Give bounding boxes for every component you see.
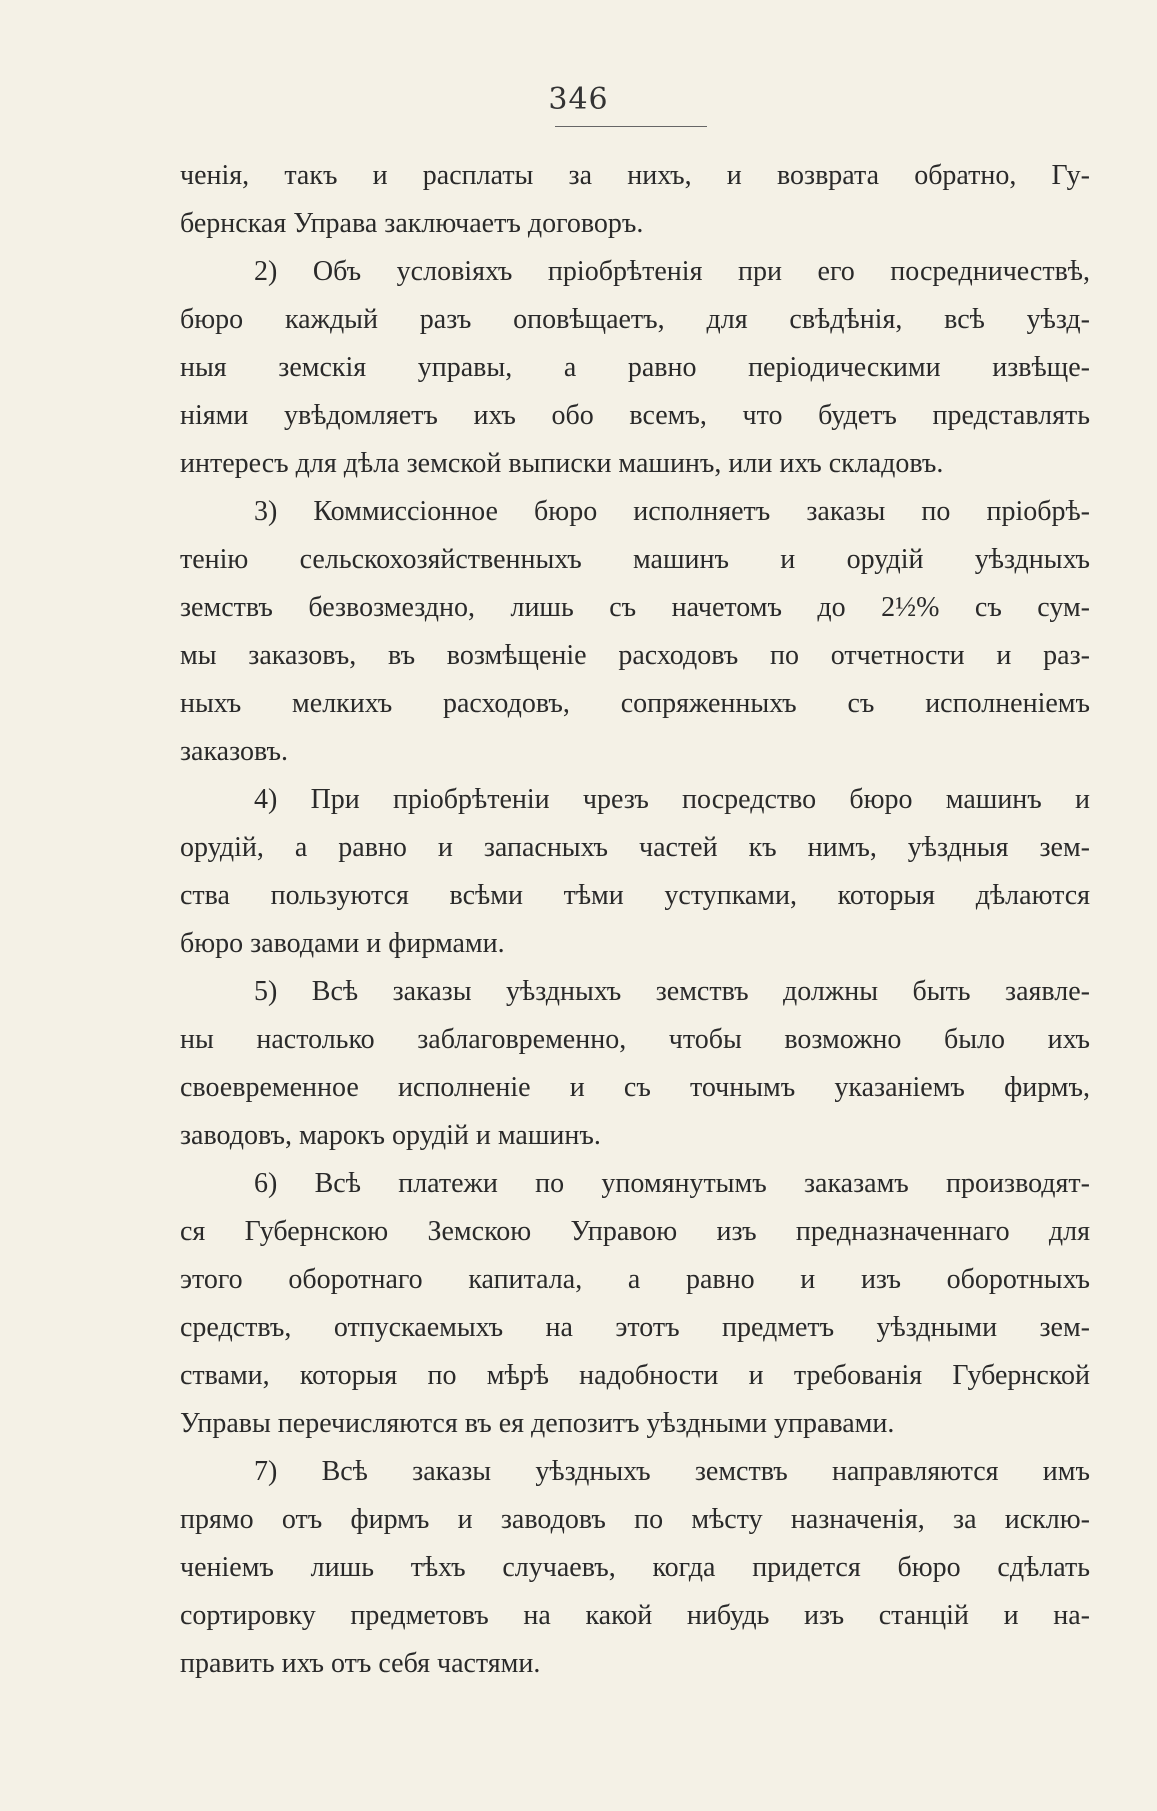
- text-line: тенію сельскохозяйственныхъ машинъ и орудій уѣздныхъ: [180, 544, 1090, 575]
- text-line: своевременное исполненіе и съ точнымъ указаніемъ фирмъ,: [180, 1072, 1090, 1103]
- text-line: заказовъ.: [180, 736, 288, 767]
- text-line: ныя земскія управы, а равно періодическими извѣще-: [180, 352, 1090, 383]
- text-line: бюро заводами и фирмами.: [180, 928, 505, 959]
- text-line: интересъ для дѣла земской выписки машинъ, или ихъ складовъ.: [180, 448, 944, 479]
- text-line: ны настолько заблаговременно, чтобы возможно было ихъ: [180, 1024, 1090, 1055]
- text-line: ствами, которыя по мѣрѣ надобности и требованія Губернской: [180, 1360, 1090, 1391]
- text-line: орудій, а равно и запасныхъ частей къ нимъ, уѣздныя зем-: [180, 832, 1090, 863]
- text-line: ныхъ мелкихъ расходовъ, сопряженныхъ съ исполненіемъ: [180, 688, 1090, 719]
- text-line: земствъ безвозмездно, лишь съ начетомъ до 2½% съ сум-: [180, 592, 1090, 623]
- text-line: заводовъ, марокъ орудій и машинъ.: [180, 1120, 601, 1151]
- text-line: ченіемъ лишь тѣхъ случаевъ, когда придется бюро сдѣлать: [180, 1552, 1090, 1583]
- text-line: ства пользуются всѣми тѣми уступками, которыя дѣлаются: [180, 880, 1090, 911]
- text-line: 6) Всѣ платежи по упомянутымъ заказамъ производят-: [254, 1168, 1090, 1199]
- text-line: 5) Всѣ заказы уѣздныхъ земствъ должны быть заявле-: [254, 976, 1090, 1007]
- text-line: мы заказовъ, въ возмѣщеніе расходовъ по отчетности и раз-: [180, 640, 1090, 671]
- text-line: средствъ, отпускаемыхъ на этотъ предметъ уѣздными зем-: [180, 1312, 1090, 1343]
- text-line: ченія, такъ и расплаты за нихъ, и возврата обратно, Гу-: [180, 160, 1090, 191]
- text-line: ся Губернскою Земскою Управою изъ предназначеннаго для: [180, 1216, 1090, 1247]
- text-line: 3) Коммиссіонное бюро исполняетъ заказы по пріобрѣ-: [254, 496, 1090, 527]
- text-line: сортировку предметовъ на какой нибудь изъ станцій и на-: [180, 1600, 1090, 1631]
- text-line: 2) Объ условіяхъ пріобрѣтенія при его посредничествѣ,: [254, 256, 1090, 287]
- text-line: Управы перечисляются въ ея депозитъ уѣздными управами.: [180, 1408, 895, 1439]
- text-line: 4) При пріобрѣтеніи чрезъ посредство бюро машинъ и: [254, 784, 1090, 815]
- text-line: бернская Управа заключаетъ договоръ.: [180, 208, 644, 239]
- header-rule: [555, 126, 707, 127]
- body-text: [180, 152, 1090, 1688]
- text-line: бюро каждый разъ оповѣщаетъ, для свѣдѣнія, всѣ уѣзд-: [180, 304, 1090, 335]
- text-line: 7) Всѣ заказы уѣздныхъ земствъ направляются имъ: [254, 1456, 1090, 1487]
- text-line: этого оборотнаго капитала, а равно и изъ оборотныхъ: [180, 1264, 1090, 1295]
- page-number: 346: [548, 82, 609, 117]
- page-header: [0, 82, 1157, 117]
- text-line: прямо отъ фирмъ и заводовъ по мѣсту назначенія, за исклю-: [180, 1504, 1090, 1535]
- text-line: ніями увѣдомляетъ ихъ обо всемъ, что будетъ представлять: [180, 400, 1090, 431]
- text-line: править ихъ отъ себя частями.: [180, 1648, 541, 1679]
